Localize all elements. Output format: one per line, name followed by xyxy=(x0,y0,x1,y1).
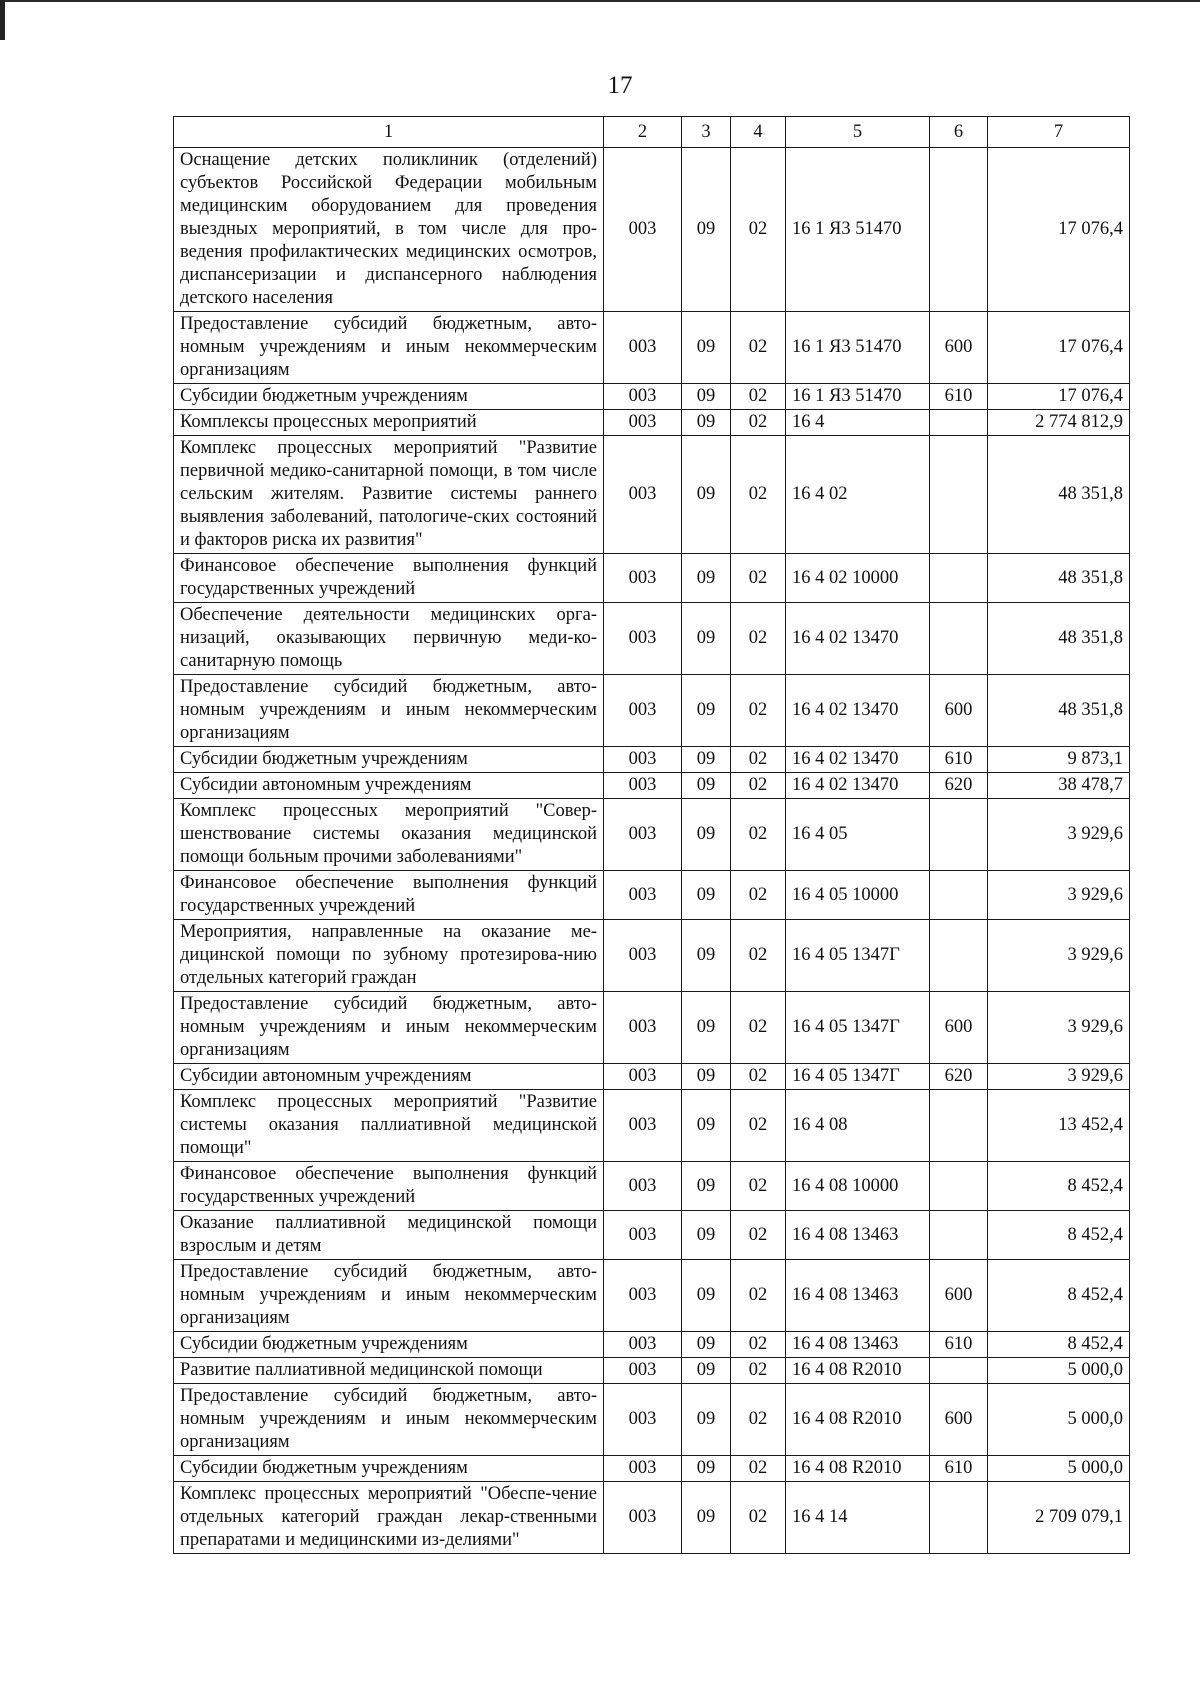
table-row xyxy=(174,148,1130,312)
table-row xyxy=(174,410,1130,436)
row-expense-type: 600 xyxy=(930,1260,988,1332)
table-row xyxy=(174,1211,1130,1260)
row-amount: 48 351,8 xyxy=(988,675,1130,747)
row-amount: 17 076,4 xyxy=(988,384,1130,410)
row-grbs-code: 003 xyxy=(604,1260,682,1332)
row-expense-type xyxy=(930,603,988,675)
row-expense-type xyxy=(930,920,988,992)
row-target-article: 16 4 08 13463 xyxy=(786,1332,930,1358)
row-name: Субсидии автономным учреждениям xyxy=(174,773,604,799)
row-target-article: 16 1 Я3 51470 xyxy=(786,148,930,312)
row-expense-type: 600 xyxy=(930,992,988,1064)
table-row xyxy=(174,799,1130,871)
header-col-2: 2 xyxy=(604,117,682,148)
row-section-code: 09 xyxy=(682,148,731,312)
row-target-article: 16 4 02 13470 xyxy=(786,675,930,747)
row-expense-type xyxy=(930,1482,988,1554)
row-target-article: 16 4 02 13470 xyxy=(786,603,930,675)
row-subsection-code: 02 xyxy=(731,871,786,920)
row-section-code: 09 xyxy=(682,871,731,920)
row-subsection-code: 02 xyxy=(731,747,786,773)
row-amount: 5 000,0 xyxy=(988,1358,1130,1384)
row-grbs-code: 003 xyxy=(604,747,682,773)
table-row xyxy=(174,384,1130,410)
row-expense-type: 600 xyxy=(930,312,988,384)
row-section-code: 09 xyxy=(682,1456,731,1482)
table-row xyxy=(174,747,1130,773)
row-section-code: 09 xyxy=(682,1358,731,1384)
table-row xyxy=(174,1090,1130,1162)
row-amount: 3 929,6 xyxy=(988,920,1130,992)
row-target-article: 16 4 05 1347Г xyxy=(786,920,930,992)
row-target-article: 16 4 08 R2010 xyxy=(786,1384,930,1456)
row-subsection-code: 02 xyxy=(731,1332,786,1358)
row-name: Субсидии автономным учреждениям xyxy=(174,1064,604,1090)
table-row xyxy=(174,1332,1130,1358)
row-name: Оснащение детских поликлиник (отделений) субъектов Российской Федерации мобильным медицинским оборудованием для проведения выездных мероприятий, в том числе для про-ведения профилактических медицинских осмотров, диспансеризации и диспансерного наблюдения детского населения xyxy=(174,148,604,312)
row-amount: 17 076,4 xyxy=(988,312,1130,384)
row-target-article: 16 4 08 R2010 xyxy=(786,1358,930,1384)
row-name: Субсидии бюджетным учреждениям xyxy=(174,384,604,410)
table-row xyxy=(174,1482,1130,1554)
row-section-code: 09 xyxy=(682,436,731,554)
row-amount: 2 709 079,1 xyxy=(988,1482,1130,1554)
table-row xyxy=(174,436,1130,554)
row-name: Комплекс процессных мероприятий "Совер-шенствование системы оказания медицинской помощи больным прочими заболеваниями" xyxy=(174,799,604,871)
row-grbs-code: 003 xyxy=(604,773,682,799)
row-expense-type xyxy=(930,871,988,920)
row-section-code: 09 xyxy=(682,799,731,871)
row-target-article: 16 4 14 xyxy=(786,1482,930,1554)
row-name: Мероприятия, направленные на оказание ме-дицинской помощи по зубному протезирова-нию отдельных категорий граждан xyxy=(174,920,604,992)
row-section-code: 09 xyxy=(682,603,731,675)
header-row xyxy=(174,117,1130,148)
row-section-code: 09 xyxy=(682,1162,731,1211)
row-amount: 8 452,4 xyxy=(988,1162,1130,1211)
row-name: Оказание паллиативной медицинской помощи взрослым и детям xyxy=(174,1211,604,1260)
row-expense-type xyxy=(930,1090,988,1162)
row-section-code: 09 xyxy=(682,1090,731,1162)
row-name: Комплекс процессных мероприятий "Развитие системы оказания паллиативной медицинской помощи" xyxy=(174,1090,604,1162)
row-target-article: 16 4 08 13463 xyxy=(786,1211,930,1260)
row-name: Комплекс процессных мероприятий "Обеспе-чение отдельных категорий граждан лекар-ственными препаратами и медицинскими из-делиями" xyxy=(174,1482,604,1554)
row-expense-type: 620 xyxy=(930,1064,988,1090)
row-target-article: 16 1 Я3 51470 xyxy=(786,384,930,410)
table-row xyxy=(174,871,1130,920)
row-subsection-code: 02 xyxy=(731,1358,786,1384)
row-subsection-code: 02 xyxy=(731,148,786,312)
table-row xyxy=(174,1162,1130,1211)
row-amount: 8 452,4 xyxy=(988,1211,1130,1260)
row-grbs-code: 003 xyxy=(604,436,682,554)
row-subsection-code: 02 xyxy=(731,992,786,1064)
row-expense-type xyxy=(930,1211,988,1260)
row-name: Финансовое обеспечение выполнения функций государственных учреждений xyxy=(174,554,604,603)
row-amount: 48 351,8 xyxy=(988,603,1130,675)
row-name: Обеспечение деятельности медицинских орга-низаций, оказывающих первичную меди-ко-санитарную помощь xyxy=(174,603,604,675)
row-grbs-code: 003 xyxy=(604,799,682,871)
row-target-article: 16 4 02 13470 xyxy=(786,747,930,773)
row-name: Предоставление субсидий бюджетным, авто-номным учреждениям и иным некоммерческим организациям xyxy=(174,1384,604,1456)
row-grbs-code: 003 xyxy=(604,871,682,920)
row-grbs-code: 003 xyxy=(604,554,682,603)
row-target-article: 16 4 02 10000 xyxy=(786,554,930,603)
row-expense-type: 620 xyxy=(930,773,988,799)
row-section-code: 09 xyxy=(682,1384,731,1456)
row-amount: 8 452,4 xyxy=(988,1332,1130,1358)
row-subsection-code: 02 xyxy=(731,1090,786,1162)
row-grbs-code: 003 xyxy=(604,312,682,384)
row-target-article: 16 4 08 13463 xyxy=(786,1260,930,1332)
header-col-5: 5 xyxy=(786,117,930,148)
row-target-article: 16 4 05 1347Г xyxy=(786,1064,930,1090)
row-amount: 3 929,6 xyxy=(988,871,1130,920)
row-section-code: 09 xyxy=(682,920,731,992)
row-section-code: 09 xyxy=(682,384,731,410)
row-grbs-code: 003 xyxy=(604,148,682,312)
row-name: Финансовое обеспечение выполнения функций государственных учреждений xyxy=(174,871,604,920)
row-name: Финансовое обеспечение выполнения функций государственных учреждений xyxy=(174,1162,604,1211)
row-amount: 3 929,6 xyxy=(988,992,1130,1064)
row-grbs-code: 003 xyxy=(604,1456,682,1482)
header-col-4: 4 xyxy=(731,117,786,148)
row-section-code: 09 xyxy=(682,1064,731,1090)
row-target-article: 16 4 05 xyxy=(786,799,930,871)
row-section-code: 09 xyxy=(682,1332,731,1358)
row-amount: 48 351,8 xyxy=(988,436,1130,554)
row-name: Субсидии бюджетным учреждениям xyxy=(174,1332,604,1358)
row-amount: 17 076,4 xyxy=(988,148,1130,312)
row-subsection-code: 02 xyxy=(731,554,786,603)
row-expense-type xyxy=(930,799,988,871)
table-row xyxy=(174,1456,1130,1482)
row-target-article: 16 4 05 1347Г xyxy=(786,992,930,1064)
table-row xyxy=(174,1260,1130,1332)
row-name: Предоставление субсидий бюджетным, авто-номным учреждениям и иным некоммерческим организациям xyxy=(174,675,604,747)
row-subsection-code: 02 xyxy=(731,1384,786,1456)
row-expense-type: 610 xyxy=(930,1332,988,1358)
row-subsection-code: 02 xyxy=(731,436,786,554)
row-target-article: 16 4 02 xyxy=(786,436,930,554)
row-subsection-code: 02 xyxy=(731,1162,786,1211)
table-row xyxy=(174,312,1130,384)
row-expense-type xyxy=(930,554,988,603)
row-subsection-code: 02 xyxy=(731,410,786,436)
row-section-code: 09 xyxy=(682,312,731,384)
row-grbs-code: 003 xyxy=(604,1211,682,1260)
table-row xyxy=(174,773,1130,799)
row-amount: 9 873,1 xyxy=(988,747,1130,773)
row-subsection-code: 02 xyxy=(731,312,786,384)
row-expense-type: 600 xyxy=(930,1384,988,1456)
row-grbs-code: 003 xyxy=(604,1332,682,1358)
row-section-code: 09 xyxy=(682,773,731,799)
row-grbs-code: 003 xyxy=(604,1384,682,1456)
table-row xyxy=(174,603,1130,675)
header-col-7: 7 xyxy=(988,117,1130,148)
row-expense-type: 610 xyxy=(930,1456,988,1482)
row-expense-type: 600 xyxy=(930,675,988,747)
row-expense-type xyxy=(930,410,988,436)
row-name: Предоставление субсидий бюджетным, авто-номным учреждениям и иным некоммерческим организациям xyxy=(174,312,604,384)
row-amount: 5 000,0 xyxy=(988,1456,1130,1482)
row-target-article: 16 4 08 R2010 xyxy=(786,1456,930,1482)
row-amount: 3 929,6 xyxy=(988,799,1130,871)
row-grbs-code: 003 xyxy=(604,1162,682,1211)
table-row xyxy=(174,1384,1130,1456)
row-subsection-code: 02 xyxy=(731,1211,786,1260)
row-name: Субсидии бюджетным учреждениям xyxy=(174,1456,604,1482)
row-expense-type: 610 xyxy=(930,747,988,773)
row-name: Комплексы процессных мероприятий xyxy=(174,410,604,436)
row-target-article: 16 4 05 10000 xyxy=(786,871,930,920)
row-expense-type xyxy=(930,1358,988,1384)
row-expense-type xyxy=(930,148,988,312)
header-col-6: 6 xyxy=(930,117,988,148)
row-grbs-code: 003 xyxy=(604,410,682,436)
table-row xyxy=(174,675,1130,747)
row-grbs-code: 003 xyxy=(604,1482,682,1554)
row-expense-type xyxy=(930,1162,988,1211)
row-subsection-code: 02 xyxy=(731,1260,786,1332)
row-grbs-code: 003 xyxy=(604,384,682,410)
row-section-code: 09 xyxy=(682,1260,731,1332)
row-target-article: 16 4 xyxy=(786,410,930,436)
row-name: Предоставление субсидий бюджетным, авто-номным учреждениям и иным некоммерческим организациям xyxy=(174,1260,604,1332)
table-row xyxy=(174,1358,1130,1384)
table-row xyxy=(174,554,1130,603)
row-subsection-code: 02 xyxy=(731,920,786,992)
row-target-article: 16 4 02 13470 xyxy=(786,773,930,799)
row-grbs-code: 003 xyxy=(604,1064,682,1090)
row-subsection-code: 02 xyxy=(731,799,786,871)
row-expense-type: 610 xyxy=(930,384,988,410)
row-subsection-code: 02 xyxy=(731,1064,786,1090)
row-amount: 2 774 812,9 xyxy=(988,410,1130,436)
budget-table xyxy=(173,116,1130,1554)
scan-edge-top xyxy=(0,0,1200,2)
row-section-code: 09 xyxy=(682,675,731,747)
row-amount: 3 929,6 xyxy=(988,1064,1130,1090)
row-amount: 8 452,4 xyxy=(988,1260,1130,1332)
row-section-code: 09 xyxy=(682,410,731,436)
row-section-code: 09 xyxy=(682,554,731,603)
row-grbs-code: 003 xyxy=(604,992,682,1064)
row-subsection-code: 02 xyxy=(731,675,786,747)
table-row xyxy=(174,992,1130,1064)
row-name: Субсидии бюджетным учреждениям xyxy=(174,747,604,773)
row-subsection-code: 02 xyxy=(731,603,786,675)
row-target-article: 16 1 Я3 51470 xyxy=(786,312,930,384)
table-row xyxy=(174,1064,1130,1090)
row-grbs-code: 003 xyxy=(604,1090,682,1162)
row-subsection-code: 02 xyxy=(731,773,786,799)
row-subsection-code: 02 xyxy=(731,1482,786,1554)
row-amount: 48 351,8 xyxy=(988,554,1130,603)
row-amount: 38 478,7 xyxy=(988,773,1130,799)
row-grbs-code: 003 xyxy=(604,1358,682,1384)
header-col-1: 1 xyxy=(174,117,604,148)
row-section-code: 09 xyxy=(682,1211,731,1260)
row-grbs-code: 003 xyxy=(604,603,682,675)
row-name: Развитие паллиативной медицинской помощи xyxy=(174,1358,604,1384)
row-amount: 13 452,4 xyxy=(988,1090,1130,1162)
row-subsection-code: 02 xyxy=(731,1456,786,1482)
row-grbs-code: 003 xyxy=(604,675,682,747)
header-col-3: 3 xyxy=(682,117,731,148)
scan-edge-left xyxy=(0,0,5,40)
row-grbs-code: 003 xyxy=(604,920,682,992)
row-section-code: 09 xyxy=(682,747,731,773)
row-target-article: 16 4 08 10000 xyxy=(786,1162,930,1211)
page-number: 17 xyxy=(607,72,633,99)
row-section-code: 09 xyxy=(682,992,731,1064)
table-row xyxy=(174,920,1130,992)
row-section-code: 09 xyxy=(682,1482,731,1554)
row-subsection-code: 02 xyxy=(731,384,786,410)
row-name: Предоставление субсидий бюджетным, авто-номным учреждениям и иным некоммерческим организациям xyxy=(174,992,604,1064)
row-amount: 5 000,0 xyxy=(988,1384,1130,1456)
table-body xyxy=(174,148,1130,1554)
row-name: Комплекс процессных мероприятий "Развитие первичной медико-санитарной помощи, в том числе сельским жителям. Развитие системы раннего выявления заболеваний, патологиче-ских состояний и факторов риска их развития" xyxy=(174,436,604,554)
row-expense-type xyxy=(930,436,988,554)
row-target-article: 16 4 08 xyxy=(786,1090,930,1162)
